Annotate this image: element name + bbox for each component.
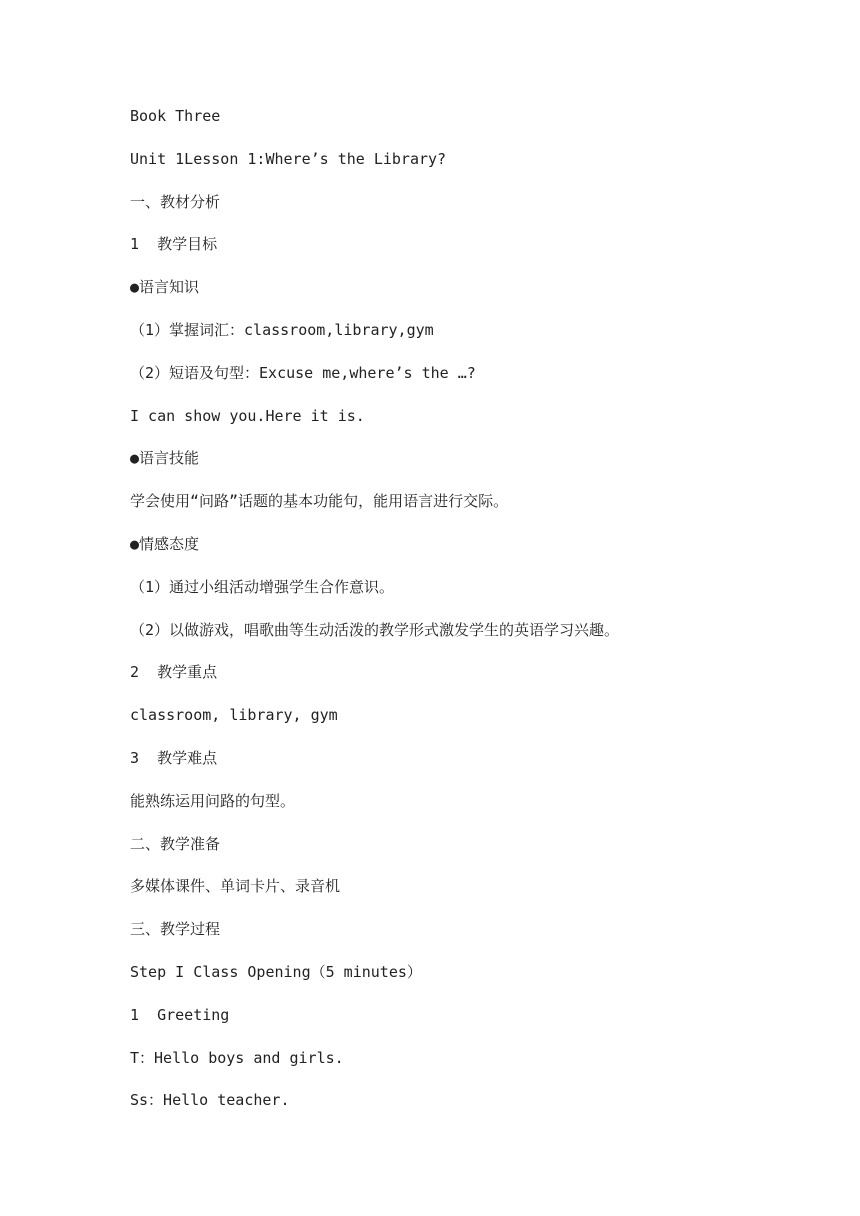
dialogue-line: Ss：Hello teacher. — [130, 1091, 290, 1110]
bullet-heading: ●语言知识 — [130, 278, 200, 297]
subsection-heading: 3 教学难点 — [130, 748, 218, 767]
paragraph: 学会使用“问路”话题的基本功能句，能用语言进行交际。 — [130, 492, 509, 511]
bullet-heading: ●语言技能 — [130, 449, 200, 468]
paragraph: 多媒体课件、单词卡片、录音机 — [130, 877, 341, 896]
section-heading: 二、教学准备 — [130, 834, 221, 853]
paragraph: I can show you.Here it is. — [130, 406, 365, 425]
paragraph: classroom, library, gym — [130, 706, 338, 725]
bullet-heading: ●情感态度 — [130, 534, 200, 553]
paragraph: （1）通过小组活动增强学生合作意识。 — [130, 577, 395, 596]
paragraph: 能熟练运用问路的句型。 — [130, 791, 296, 810]
dialogue-line: T：Hello boys and girls. — [130, 1048, 344, 1067]
section-heading: 一、教材分析 — [130, 192, 221, 211]
step-heading: Step I Class Opening（5 minutes） — [130, 962, 422, 981]
subsection-heading: 1 Greeting — [130, 1005, 230, 1024]
lesson-title: Unit 1Lesson 1:Where’s the Library? — [130, 149, 447, 168]
book-title: Book Three — [130, 107, 221, 125]
subsection-heading: 2 教学重点 — [130, 663, 218, 682]
paragraph: （2）短语及句型：Excuse me,where’s the …? — [130, 363, 476, 382]
paragraph: （2）以做游戏，唱歌曲等生动活泼的教学形式激发学生的英语学习兴趣。 — [130, 620, 620, 639]
subsection-heading: 1 教学目标 — [130, 235, 218, 254]
section-heading: 三、教学过程 — [130, 920, 221, 939]
paragraph: （1）掌握词汇：classroom,library,gym — [130, 320, 434, 339]
document-body — [130, 103, 830, 1130]
